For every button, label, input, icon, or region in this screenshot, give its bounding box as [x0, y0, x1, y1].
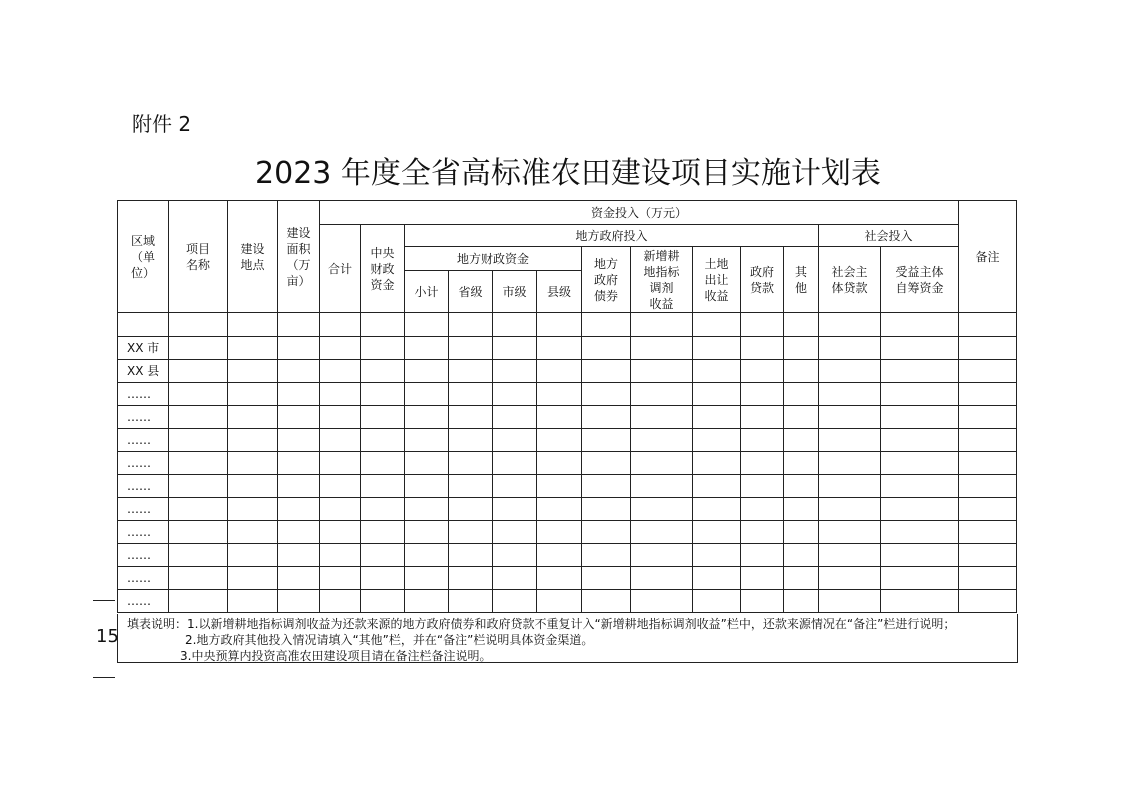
table-cell	[582, 544, 631, 567]
table-cell	[537, 521, 582, 544]
table-cell	[537, 475, 582, 498]
table-cell	[361, 429, 405, 452]
table-cell	[361, 498, 405, 521]
table-cell	[784, 567, 819, 590]
table-cell	[449, 313, 493, 337]
table-cell	[819, 313, 881, 337]
table-cell	[405, 544, 449, 567]
table-cell	[169, 337, 228, 360]
header-social: 社会投入	[819, 225, 959, 247]
table-cell	[278, 406, 320, 429]
table-cell	[405, 429, 449, 452]
table-cell	[228, 544, 278, 567]
table-cell	[959, 383, 1017, 406]
table-cell	[449, 406, 493, 429]
table-row	[118, 383, 1017, 406]
table-cell	[881, 383, 959, 406]
header-local-gov: 地方政府投入	[405, 225, 819, 247]
table-cell	[631, 452, 693, 475]
table-cell	[582, 429, 631, 452]
table-cell	[582, 337, 631, 360]
table-cell	[361, 452, 405, 475]
table-cell	[784, 360, 819, 383]
table-cell	[631, 429, 693, 452]
table-cell	[320, 360, 361, 383]
table-cell	[693, 452, 741, 475]
table-cell	[493, 544, 537, 567]
table-cell	[320, 452, 361, 475]
table-cell	[537, 360, 582, 383]
table-row	[118, 429, 1017, 452]
table-cell	[537, 406, 582, 429]
header-central: 中央 财政 资金	[361, 225, 405, 313]
table-row	[118, 475, 1017, 498]
table-cell	[881, 544, 959, 567]
table-cell	[278, 383, 320, 406]
table-cell	[493, 590, 537, 613]
table-cell	[819, 521, 881, 544]
table-cell	[881, 567, 959, 590]
table-cell	[741, 567, 784, 590]
table-cell	[582, 360, 631, 383]
table-cell	[881, 452, 959, 475]
table-row	[118, 544, 1017, 567]
table-cell	[693, 590, 741, 613]
table-cell	[169, 567, 228, 590]
table-cell	[819, 429, 881, 452]
table-cell	[228, 383, 278, 406]
table-cell	[784, 521, 819, 544]
table-cell	[582, 406, 631, 429]
table-cell	[819, 360, 881, 383]
table-cell	[449, 383, 493, 406]
table-cell	[537, 313, 582, 337]
table-cell	[537, 544, 582, 567]
table-cell	[278, 313, 320, 337]
table-cell	[278, 521, 320, 544]
table-cell	[959, 544, 1017, 567]
table-cell	[819, 452, 881, 475]
table-cell	[881, 429, 959, 452]
table-cell	[361, 313, 405, 337]
region-cell: ……	[118, 452, 169, 475]
table-cell	[741, 498, 784, 521]
table-cell	[169, 544, 228, 567]
table-cell	[881, 337, 959, 360]
table-cell	[959, 406, 1017, 429]
notes-box	[117, 614, 1018, 663]
table-cell	[278, 590, 320, 613]
table-cell	[361, 567, 405, 590]
table-cell	[582, 498, 631, 521]
region-cell: ……	[118, 590, 169, 613]
table-cell	[493, 521, 537, 544]
table-cell	[959, 313, 1017, 337]
table-cell	[405, 567, 449, 590]
table-cell	[449, 498, 493, 521]
table-cell	[881, 406, 959, 429]
table-cell	[537, 498, 582, 521]
table-cell	[228, 498, 278, 521]
table-cell	[361, 475, 405, 498]
table-cell	[228, 313, 278, 337]
table-cell	[493, 475, 537, 498]
table-cell	[693, 475, 741, 498]
header-subtotal: 小计	[405, 271, 449, 313]
table-cell	[631, 521, 693, 544]
table-cell	[819, 590, 881, 613]
table-cell	[537, 590, 582, 613]
table-cell	[537, 337, 582, 360]
table-cell	[741, 452, 784, 475]
table-cell	[320, 544, 361, 567]
table-cell	[169, 521, 228, 544]
table-cell	[493, 498, 537, 521]
table-cell	[582, 383, 631, 406]
table-cell	[693, 429, 741, 452]
region-cell: ……	[118, 406, 169, 429]
table-cell	[169, 452, 228, 475]
header-location: 建设 地点	[228, 201, 278, 313]
table-cell	[784, 406, 819, 429]
table-header	[118, 201, 1017, 313]
table-cell	[631, 383, 693, 406]
table-cell	[361, 360, 405, 383]
region-cell: ……	[118, 383, 169, 406]
table-cell	[631, 498, 693, 521]
table-cell	[741, 360, 784, 383]
page-dash-bottom	[93, 677, 115, 678]
table-cell	[741, 337, 784, 360]
table-cell	[959, 567, 1017, 590]
table-cell	[405, 498, 449, 521]
table-cell	[631, 567, 693, 590]
table-cell	[320, 406, 361, 429]
region-cell: ……	[118, 521, 169, 544]
table-cell	[959, 475, 1017, 498]
table-cell	[741, 544, 784, 567]
table-cell	[320, 337, 361, 360]
table-cell	[320, 429, 361, 452]
table-cell	[278, 544, 320, 567]
table-cell	[228, 521, 278, 544]
header-region: 区域 （单 位）	[118, 201, 169, 313]
table-cell	[959, 521, 1017, 544]
table-cell	[278, 429, 320, 452]
table-cell	[228, 429, 278, 452]
region-cell: ……	[118, 544, 169, 567]
table-cell	[361, 406, 405, 429]
table-cell	[631, 590, 693, 613]
table-cell	[784, 429, 819, 452]
table-cell	[819, 383, 881, 406]
table-cell	[278, 475, 320, 498]
attachment-label: 附件 2	[132, 112, 192, 136]
table-cell	[320, 475, 361, 498]
header-county: 县级	[537, 271, 582, 313]
table-cell	[405, 521, 449, 544]
table-cell	[169, 590, 228, 613]
region-cell: ……	[118, 475, 169, 498]
table-row	[118, 452, 1017, 475]
table-cell	[320, 521, 361, 544]
table-cell	[405, 360, 449, 383]
table-cell	[784, 498, 819, 521]
table-cell	[819, 544, 881, 567]
table-cell	[693, 544, 741, 567]
table-cell	[881, 475, 959, 498]
region-cell: XX 市	[118, 337, 169, 360]
header-social-loans: 社会主 体贷款	[819, 247, 881, 313]
table-cell	[320, 498, 361, 521]
table-cell	[881, 498, 959, 521]
table-cell	[169, 475, 228, 498]
table-cell	[228, 406, 278, 429]
table-row	[118, 337, 1017, 360]
table-cell	[819, 337, 881, 360]
table-cell	[693, 337, 741, 360]
table-cell	[631, 406, 693, 429]
table-cell	[169, 383, 228, 406]
region-cell: ……	[118, 567, 169, 590]
region-cell: XX 县	[118, 360, 169, 383]
table-cell	[741, 383, 784, 406]
table-cell	[693, 406, 741, 429]
table-cell	[405, 406, 449, 429]
table-cell	[405, 452, 449, 475]
table-cell	[693, 498, 741, 521]
table-cell	[959, 590, 1017, 613]
header-municipal: 市级	[493, 271, 537, 313]
table-cell	[631, 475, 693, 498]
table-row	[118, 360, 1017, 383]
table-cell	[582, 590, 631, 613]
header-remarks: 备注	[959, 201, 1017, 313]
table-cell	[493, 429, 537, 452]
table-cell	[819, 406, 881, 429]
table-cell	[493, 337, 537, 360]
table-cell	[449, 567, 493, 590]
table-cell	[493, 406, 537, 429]
table-cell	[361, 383, 405, 406]
header-other: 其 他	[784, 247, 819, 313]
table-cell	[449, 590, 493, 613]
table-cell	[693, 360, 741, 383]
table-cell	[881, 521, 959, 544]
table-cell	[320, 567, 361, 590]
table-cell	[449, 521, 493, 544]
table-cell	[493, 383, 537, 406]
table-cell	[361, 590, 405, 613]
table-cell	[493, 313, 537, 337]
table-cell	[169, 498, 228, 521]
table-cell	[169, 429, 228, 452]
table-cell	[631, 313, 693, 337]
header-gov-loans: 政府 贷款	[741, 247, 784, 313]
table-cell	[278, 452, 320, 475]
table-cell	[582, 567, 631, 590]
table-cell	[228, 567, 278, 590]
table-cell	[169, 360, 228, 383]
table-cell	[741, 590, 784, 613]
table-cell	[449, 360, 493, 383]
table-cell	[278, 498, 320, 521]
table-cell	[405, 475, 449, 498]
table-cell	[693, 521, 741, 544]
table-cell	[228, 360, 278, 383]
table-cell	[493, 360, 537, 383]
note-line-2: 2.地方政府其他投入情况请填入“其他”栏，并在“备注”栏说明具体资金渠道。	[185, 633, 594, 647]
table-cell	[278, 360, 320, 383]
table-row	[118, 521, 1017, 544]
table-cell	[693, 567, 741, 590]
region-cell: ……	[118, 429, 169, 452]
table-cell	[493, 452, 537, 475]
table-cell	[784, 383, 819, 406]
table-cell	[693, 313, 741, 337]
note-line-1: 填表说明：1.以新增耕地指标调剂收益为还款来源的地方政府债券和政府贷款不重复计入“新增耕地指标调剂收益”栏中，还款来源情况在“备注”栏进行说明；	[127, 617, 956, 631]
table-cell	[693, 383, 741, 406]
page-number[interactable]: 15	[96, 626, 119, 647]
table-cell	[784, 475, 819, 498]
table-cell	[405, 590, 449, 613]
table-cell	[959, 360, 1017, 383]
table-row	[118, 567, 1017, 590]
table-cell	[881, 360, 959, 383]
table-cell	[228, 590, 278, 613]
table-cell	[582, 452, 631, 475]
table-row	[118, 498, 1017, 521]
table-cell	[361, 337, 405, 360]
header-self-raised: 受益主体 自筹资金	[881, 247, 959, 313]
table-cell	[881, 590, 959, 613]
region-cell: ……	[118, 498, 169, 521]
table-cell	[449, 544, 493, 567]
header-total: 合计	[320, 225, 361, 313]
table-cell	[320, 590, 361, 613]
table-cell	[741, 521, 784, 544]
table-cell	[959, 429, 1017, 452]
table-cell	[449, 429, 493, 452]
table-cell	[631, 544, 693, 567]
table-row	[118, 590, 1017, 613]
table-cell	[537, 383, 582, 406]
table-body	[118, 313, 1017, 613]
table-cell	[449, 337, 493, 360]
plan-table	[117, 200, 1017, 613]
table-cell	[228, 337, 278, 360]
table-cell	[169, 313, 228, 337]
table-cell	[361, 521, 405, 544]
region-cell	[118, 313, 169, 337]
table-cell	[784, 590, 819, 613]
header-project-name: 项目 名称	[169, 201, 228, 313]
header-local-fiscal: 地方财政资金	[405, 247, 582, 271]
table-cell	[228, 452, 278, 475]
header-land-transfer: 土地 出让 收益	[693, 247, 741, 313]
table-cell	[169, 406, 228, 429]
table-cell	[449, 475, 493, 498]
table-cell	[784, 337, 819, 360]
table-row	[118, 313, 1017, 337]
table-cell	[537, 429, 582, 452]
header-provincial: 省级	[449, 271, 493, 313]
table-cell	[582, 313, 631, 337]
table-cell	[741, 406, 784, 429]
table-cell	[449, 452, 493, 475]
table-cell	[405, 337, 449, 360]
table-cell	[959, 337, 1017, 360]
header-new-farmland: 新增耕 地指标 调剂 收益	[631, 247, 693, 313]
table-row	[118, 406, 1017, 429]
table-cell	[582, 475, 631, 498]
table-cell	[784, 313, 819, 337]
header-local-bonds: 地方 政府 债券	[582, 247, 631, 313]
table-cell	[741, 429, 784, 452]
table-cell	[819, 475, 881, 498]
table-cell	[959, 498, 1017, 521]
table-cell	[819, 498, 881, 521]
table-cell	[320, 383, 361, 406]
header-funding: 资金投入（万元）	[320, 201, 959, 225]
table-cell	[784, 544, 819, 567]
table-cell	[819, 567, 881, 590]
table-cell	[741, 475, 784, 498]
page-dash-top	[93, 600, 115, 601]
table-cell	[278, 337, 320, 360]
table-cell	[631, 337, 693, 360]
table-cell	[784, 452, 819, 475]
table-cell	[582, 521, 631, 544]
table-cell	[361, 544, 405, 567]
table-cell	[537, 567, 582, 590]
note-line-3: 3.中央预算内投资高准农田建设项目请在备注栏备注说明。	[180, 649, 492, 663]
table-cell	[959, 452, 1017, 475]
table-cell	[537, 452, 582, 475]
header-area: 建设 面积 （万 亩）	[278, 201, 320, 313]
table-cell	[278, 567, 320, 590]
table-cell	[881, 313, 959, 337]
table-cell	[320, 313, 361, 337]
table-cell	[741, 313, 784, 337]
table-cell	[493, 567, 537, 590]
table-cell	[405, 383, 449, 406]
table-cell	[405, 313, 449, 337]
table-cell	[228, 475, 278, 498]
table-cell	[631, 360, 693, 383]
page-title: 2023 年度全省高标准农田建设项目实施计划表	[255, 156, 881, 191]
